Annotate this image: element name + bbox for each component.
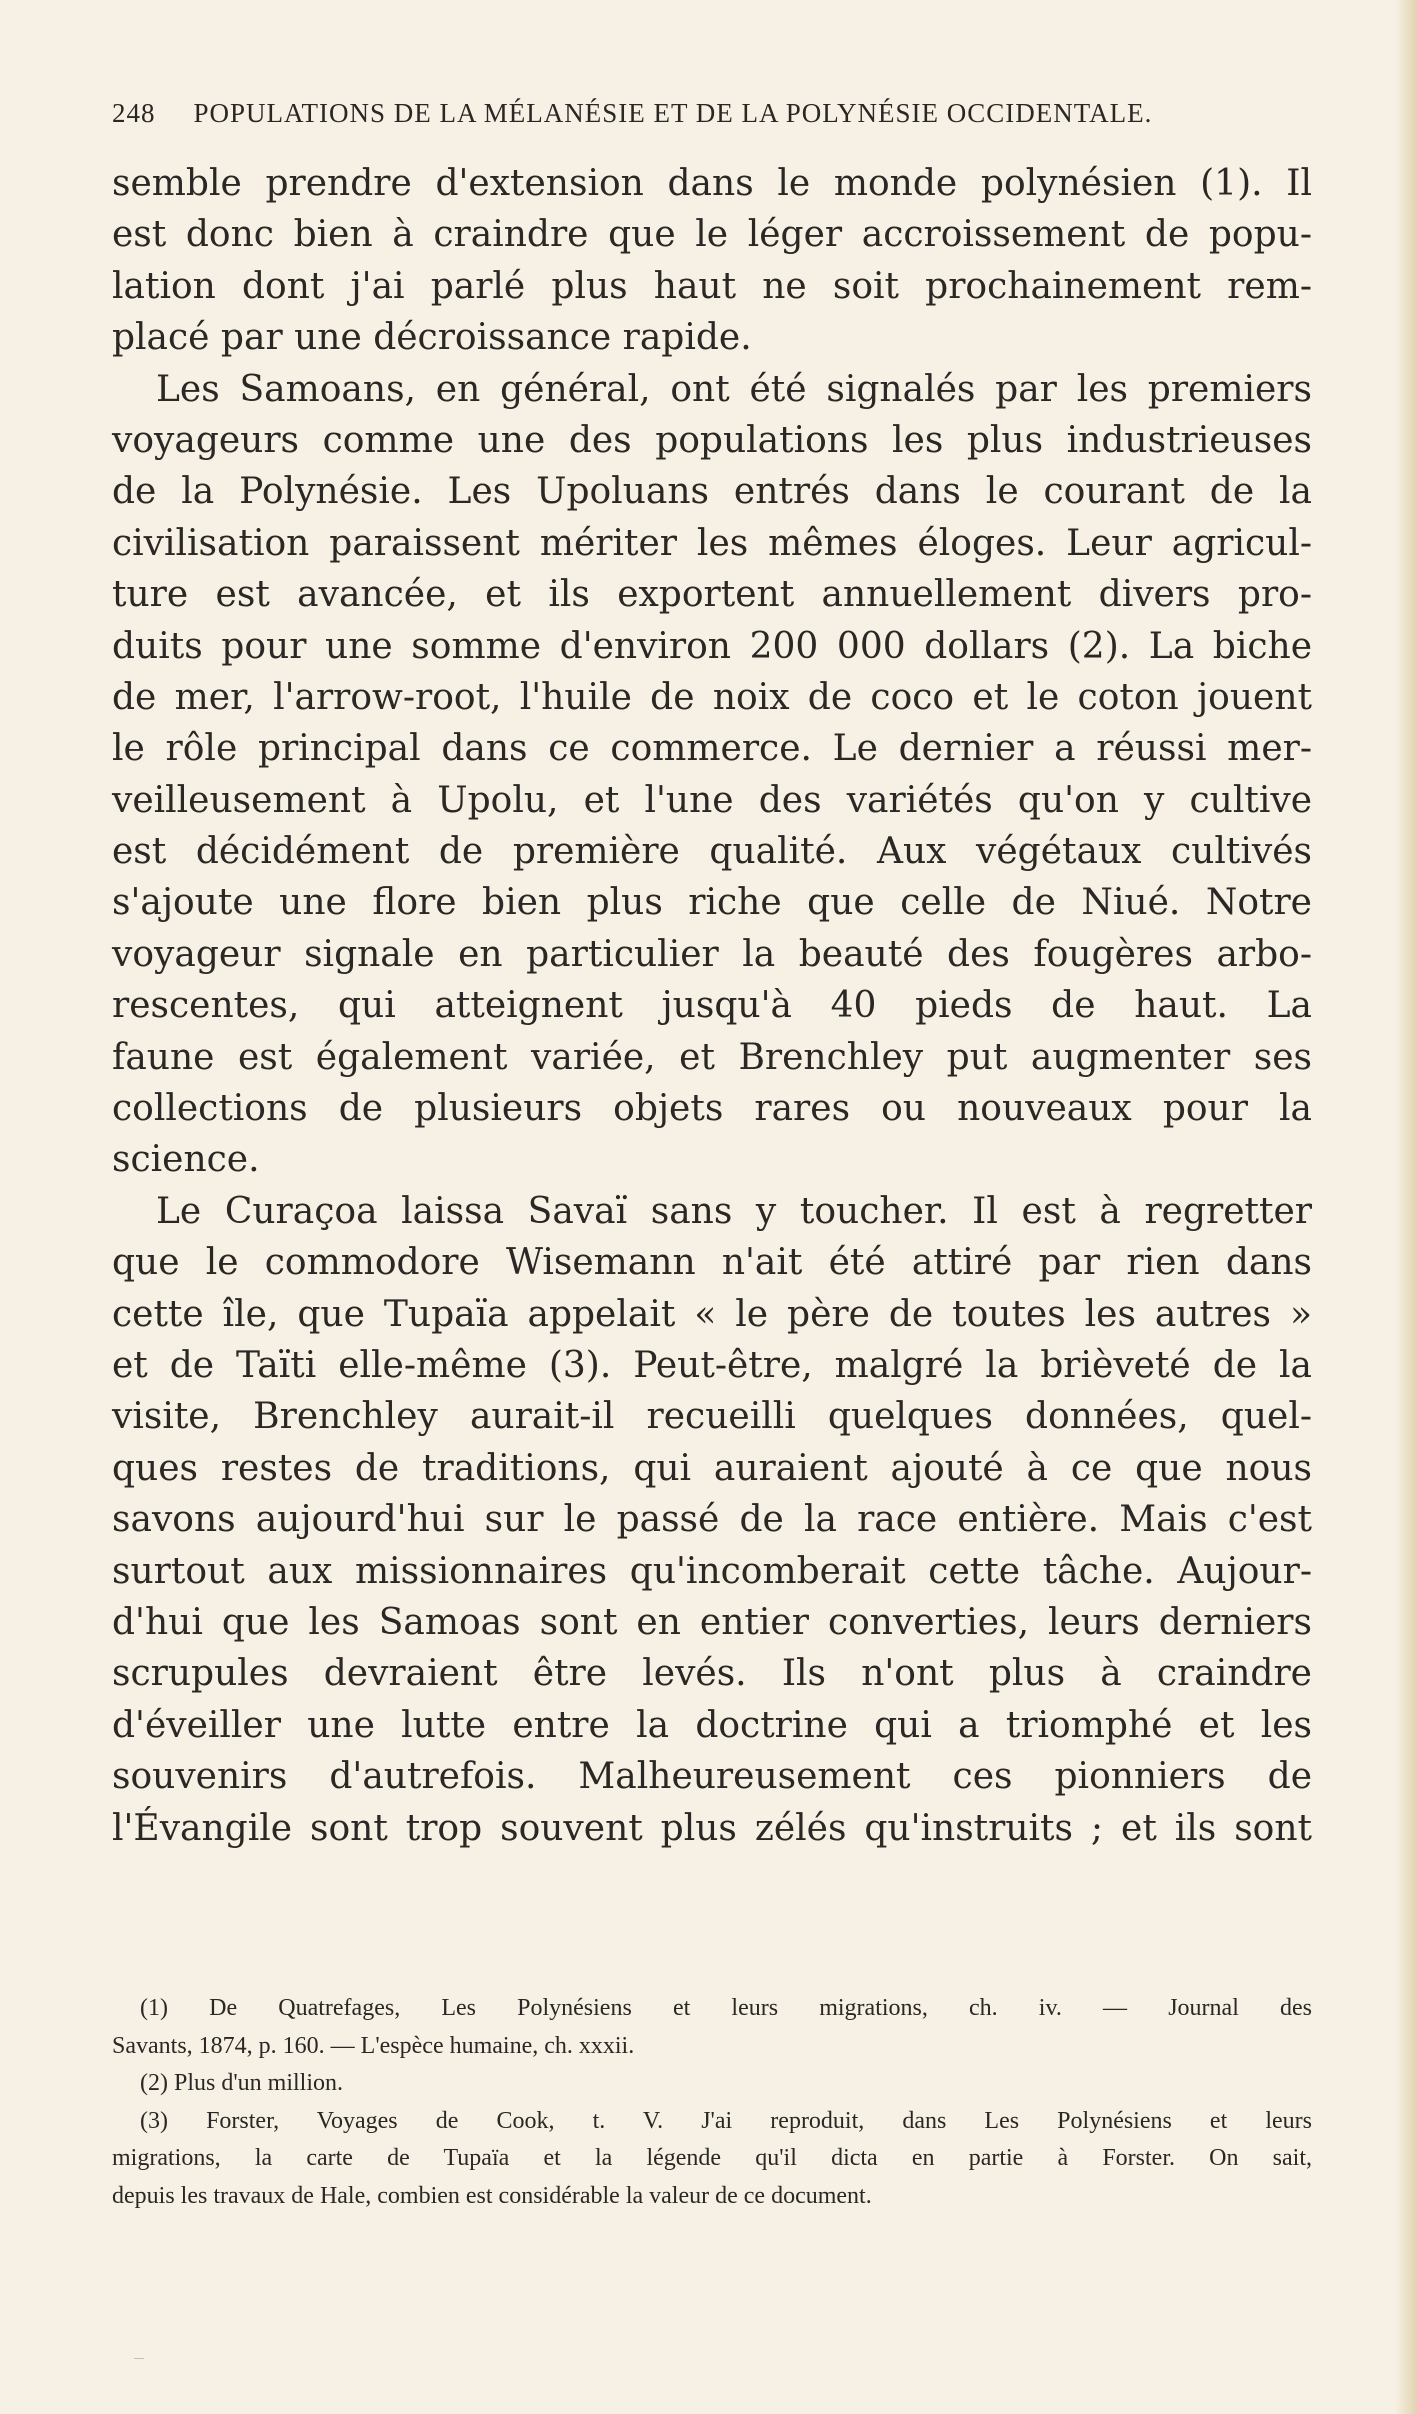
page-number: 248 [112, 98, 156, 128]
body-line: faune est également variée, et Brenchley put augmenter ses [112, 1036, 1312, 1078]
body-line: voyageur signale en particulier la beauté des fougères arbo- [112, 933, 1312, 975]
body-line: visite, Brenchley aurait-il recueilli quelques données, quel- [112, 1396, 1312, 1438]
body-line: que le commodore Wisemann n'ait été attiré par rien dans [112, 1242, 1312, 1284]
body-line: souvenirs d'autrefois. Malheureusement ces pionniers de [112, 1756, 1312, 1798]
footnotes [112, 1990, 1312, 2215]
footnote-line: migrations, la carte de Tupaïa et la légende qu'il dicta en partie à Forster. On sait, [112, 2145, 1312, 2171]
body-line: est décidément de première qualité. Aux végétaux cultivés [112, 831, 1312, 873]
body-line: surtout aux missionnaires qu'incomberait cette tâche. Aujour- [112, 1550, 1312, 1592]
print-mark [134, 2358, 144, 2359]
body-line: Le Curaçoa laissa Savaï sans y toucher. Il est à regretter [156, 1190, 1312, 1232]
body-line: voyageurs comme une des populations les plus industrieuses [112, 419, 1312, 461]
body-line: scrupules devraient être levés. Ils n'ont plus à craindre [112, 1653, 1312, 1695]
footnote-line: (3) Forster, Voyages de Cook, t. V. J'ai reproduit, dans Les Polynésiens et leurs [140, 2107, 1312, 2134]
body-line: de la Polynésie. Les Upoluans entrés dans le courant de la [112, 471, 1312, 513]
footnote-line: depuis les travaux de Hale, combien est considérable la valeur de ce document. [112, 2182, 872, 2209]
body-line: rescentes, qui atteignent jusqu'à 40 pieds de haut. La [112, 985, 1312, 1027]
body-line: cette île, que Tupaïa appelait « le père de toutes les autres » [112, 1293, 1312, 1335]
body-line: s'ajoute une flore bien plus riche que celle de Niué. Notre [112, 882, 1312, 924]
body-line: et de Taïti elle-même (3). Peut-être, malgré la brièveté de la [112, 1344, 1312, 1386]
footnote-line: (1) De Quatrefages, Les Polynésiens et leurs migrations, ch. iv. — Journal des [140, 1995, 1312, 2021]
body-line: de mer, l'arrow-root, l'huile de noix de coco et le coton jouent [112, 676, 1312, 718]
footnote-line: (2) Plus d'un million. [140, 2070, 344, 2096]
running-title: POPULATIONS DE LA MÉLANÉSIE ET DE LA POLYNÉSIE OCCIDENTALE. [193, 98, 1153, 128]
body-line: d'éveiller une lutte entre la doctrine qui a triomphé et les [112, 1704, 1312, 1746]
body-line: est donc bien à craindre que le léger accroissement de popu- [112, 214, 1312, 256]
footnote-line: Savants, 1874, p. 160. — L'espèce humaine, ch. xxxii. [112, 2032, 635, 2059]
body-line: collections de plusieurs objets rares ou nouveaux pour la [112, 1088, 1312, 1130]
body-line: lation dont j'ai parlé plus haut ne soit prochainement rem- [112, 265, 1312, 307]
body-line: l'Évangile sont trop souvent plus zélés qu'instruits ; et ils sont [112, 1807, 1312, 1849]
body-line: d'hui que les Samoas sont en entier converties, leurs derniers [112, 1601, 1312, 1643]
body-line: placé par une décroissance rapide. [112, 317, 752, 359]
body-line: le rôle principal dans ce commerce. Le dernier a réussi mer- [112, 728, 1312, 770]
body-line: ture est avancée, et ils exportent annuellement divers pro- [112, 574, 1312, 616]
body-line: ques restes de traditions, qui auraient ajouté à ce que nous [112, 1447, 1312, 1489]
body-line: semble prendre d'extension dans le monde polynésien (1). Il [112, 163, 1312, 204]
body-line: civilisation paraissent mériter les mêmes éloges. Leur agricul- [112, 522, 1312, 564]
body-line: science. [112, 1139, 260, 1181]
body-line: Les Samoans, en général, ont été signalés par les premiers [156, 368, 1312, 410]
body-line: duits pour une somme d'environ 200 000 dollars (2). La biche [112, 625, 1312, 667]
body-line: savons aujourd'hui sur le passé de la race entière. Mais c'est [112, 1499, 1312, 1541]
running-head [112, 98, 1312, 138]
page-edge-shadow [1395, 0, 1417, 2414]
body-line: veilleusement à Upolu, et l'une des variétés qu'on y cultive [112, 779, 1312, 821]
body-text [112, 158, 1312, 1854]
